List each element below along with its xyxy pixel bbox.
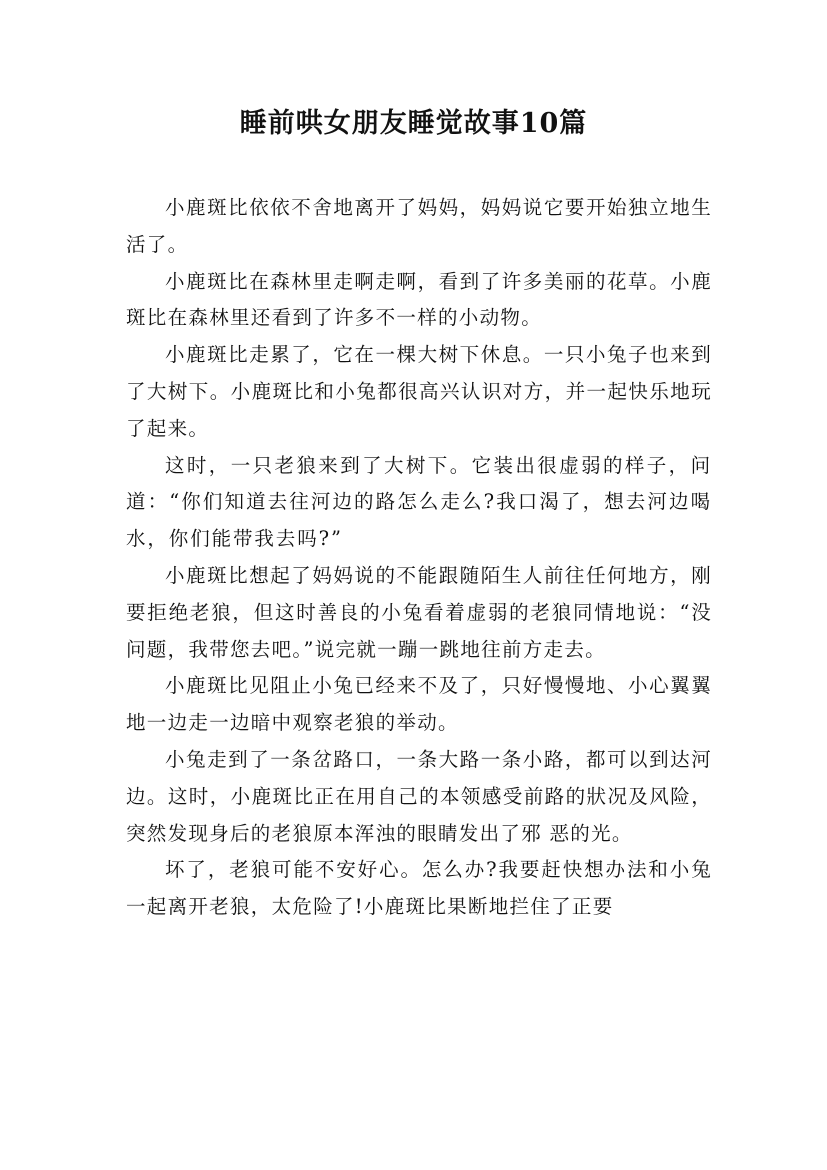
document-title: 睡前哄女朋友睡觉故事10篇 [239, 108, 588, 139]
paragraph-4: 这时，一只老狼来到了大树下。它装出很虚弱的样子，问道：“你们知道去往河边的路怎么走么?我口渴了，想去河边喝水，你们能带我去吗?” [126, 453, 712, 551]
paragraph-1: 小鹿斑比依依不舍地离开了妈妈，妈妈说它要开始独立地生活了。 [126, 196, 712, 256]
story-body [126, 190, 712, 926]
paragraph-3: 小鹿斑比走累了，它在一棵大树下休息。一只小兔子也来到了大树下。小鹿斑比和小兔都很高兴认识对方，并一起快乐地玩了起来。 [126, 343, 712, 440]
paragraph-8: 坏了，老狼可能不安好心。怎么办?我要赶快想办法和小兔一起离开老狼，太危险了!小鹿斑比果断地拦住了正要 [126, 858, 712, 919]
paragraph-6: 小鹿斑比见阻止小兔已经来不及了，只好慢慢地、小心翼翼地一边走一边暗中观察老狼的举动。 [126, 674, 712, 735]
paragraph-2: 小鹿斑比在森林里走啊走啊，看到了许多美丽的花草。小鹿斑比在森林里还看到了许多不一样的小动物。 [126, 269, 712, 330]
paragraph-5: 小鹿斑比想起了妈妈说的不能跟随陌生人前往任何地方，刚要拒绝老狼，但这时善良的小兔看着虚弱的老狼同情地说：“没问题，我带您去吧。”说完就一蹦一跳地往前方走去。 [126, 563, 712, 661]
paragraph-7: 小兔走到了一条岔路口，一条大路一条小路，都可以到达河边。这时，小鹿斑比正在用自己的本领感受前路的狀况及风险，突然发现身后的老狼原本浑浊的眼睛发出了邪 恶的光。 [126, 747, 712, 845]
